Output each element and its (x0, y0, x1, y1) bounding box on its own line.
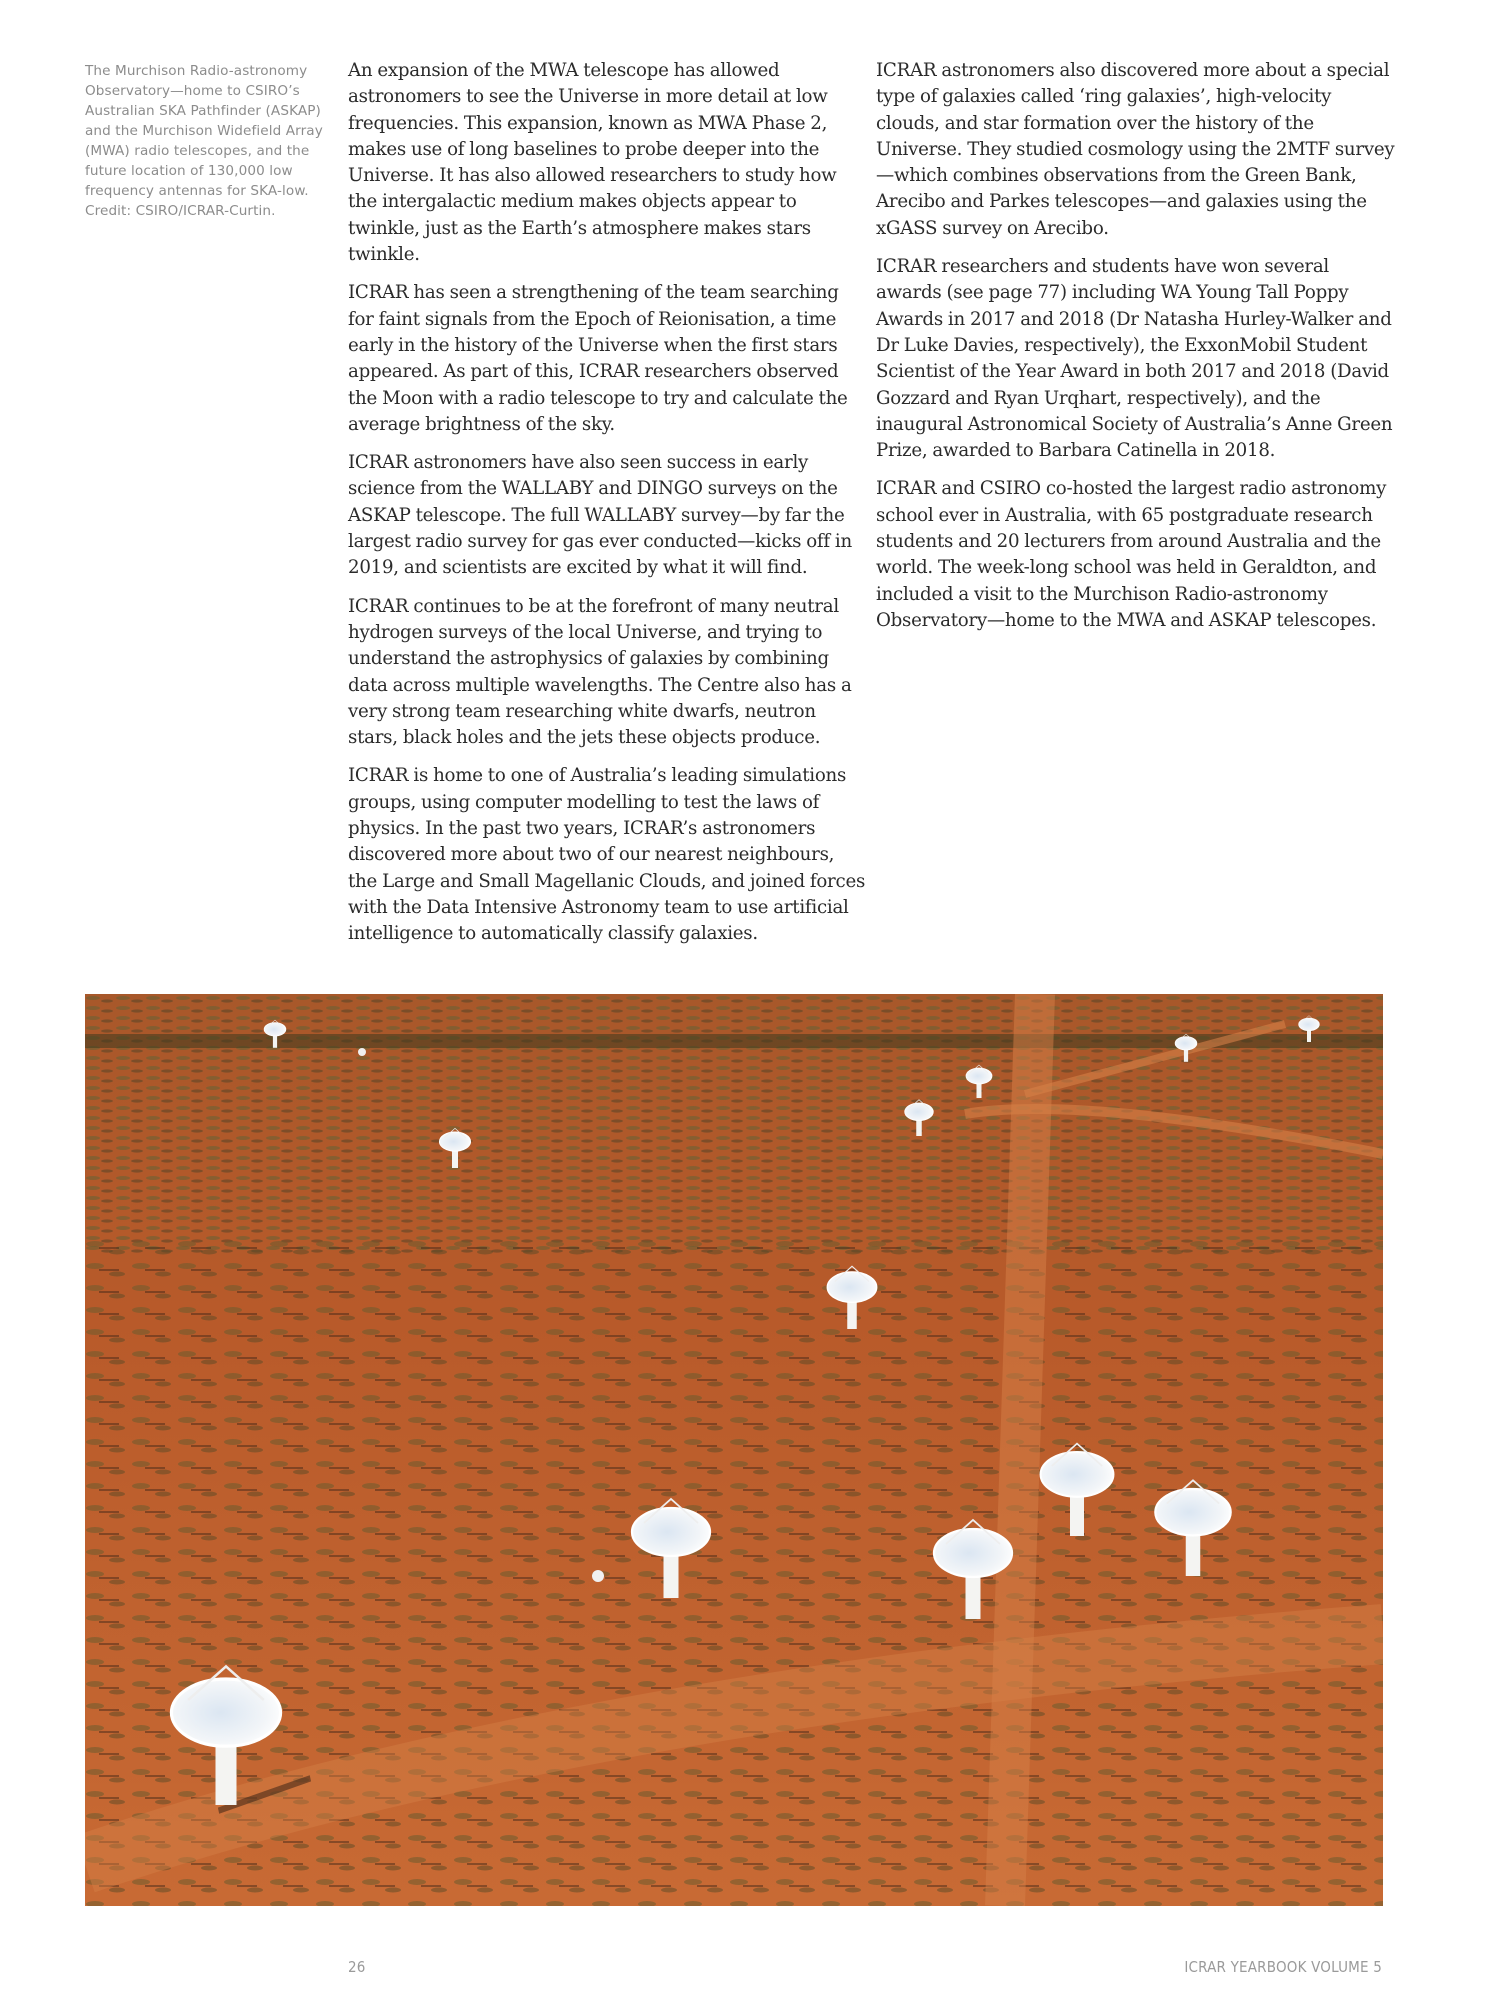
paragraph: ICRAR continues to be at the forefront of many neutral hydrogen surveys of the local Universe, and trying to understand the astrophysics of galaxies by combining data across multiple wavelengths. The Centre also has a very strong team researching white dwarfs, neutron stars, black holes and the jets these objects produce. (348, 595, 852, 749)
telescope-photo (85, 994, 1383, 1906)
small-antenna (592, 1570, 604, 1582)
paragraph: ICRAR has seen a strengthening of the team searching for faint signals from the Epoch of Reionisation, a time early in the history of the Universe when the first stars appeared. As part of this, ICRAR researchers observed the Moon with a radio telescope to try and calculate the average brightness of the sky. (348, 282, 848, 435)
paragraph: ICRAR astronomers have also seen success in early science from the WALLABY and DINGO surveys on the ASKAP telescope. The full WALLABY survey—by far the largest radio survey for gas ever conducted—kicks off in 2019, and scientists are excited by what it will find. (348, 452, 852, 579)
body-column-1 (348, 58, 868, 960)
telescope-photo-illustration (85, 994, 1383, 1906)
publication-title: ICRAR YEARBOOK VOLUME 5 (1184, 1958, 1382, 1976)
body-column-2 (876, 58, 1396, 646)
page-number: 26 (348, 1958, 366, 1976)
small-antenna (358, 1048, 366, 1056)
paragraph: ICRAR is home to one of Australia’s leading simulations groups, using computer modelling to test the laws of physics. In the past two years, ICRAR’s astronomers discovered more about two of our nearest neighbours, the Large and Small Magellanic Clouds, and joined forces with the Data Intensive Astronomy team to use artificial intelligence to automatically classify galaxies. (348, 765, 866, 945)
paragraph: ICRAR researchers and students have won several awards (see page 77) including WA Young Tall Poppy Awards in 2017 and 2018 (Dr Natasha Hurley-Walker and Dr Luke Davies, respectively), the ExxonMobil Student Scientist of the Year Award in both 2017 and 2018 (David Gozzard and Ryan Urqhart, respectively), and the inaugural Astronomical Society of Australia’s Anne Green Prize, awarded to Barbara Catinella in 2018. (876, 256, 1393, 462)
paragraph: ICRAR astronomers also discovered more about a special type of galaxies called ‘ring galaxies’, high-velocity clouds, and star formation over the history of the Universe. They studied cosmology using the 2MTF survey—which combines observations from the Green Bank, Arecibo and Parkes telescopes—and galaxies using the xGASS survey on Arecibo. (876, 60, 1395, 239)
photo-caption: The Murchison Radio-astronomy Observatory—home to CSIRO’s Australian SKA Pathfinder (ASKAP) and the Murchison Widefield Array (MWA) radio telescopes, and the future location of 130,000 low frequency antennas for SKA-low. Credit: CSIRO/ICRAR-Curtin. (85, 63, 323, 219)
paragraph: An expansion of the MWA telescope has allowed astronomers to see the Universe in more detail at low frequencies. This expansion, known as MWA Phase 2, makes use of long baselines to probe deeper into the Universe. It has also allowed researchers to study how the intergalactic medium makes objects appear to twinkle, just as the Earth’s atmosphere makes stars twinkle. (348, 60, 837, 266)
paragraph: ICRAR and CSIRO co-hosted the largest radio astronomy school ever in Australia, with 65 postgraduate research students and 20 lecturers from around Australia and the world. The week-long school was held in Geraldton, and included a visit to the Murchison Radio-astronomy Observatory—home to the MWA and ASKAP telescopes. (876, 478, 1387, 631)
